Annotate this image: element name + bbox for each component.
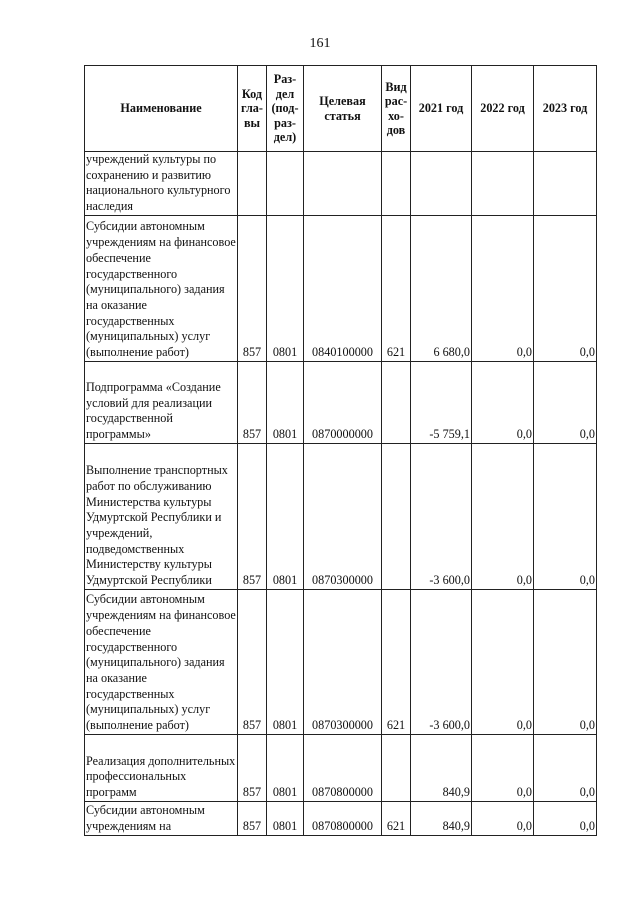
row-2022: [472, 152, 534, 216]
row-section: [267, 152, 304, 216]
row-2021: -5 759,1: [411, 361, 472, 443]
row-section: 0801: [267, 215, 304, 361]
row-2023: 0,0: [534, 443, 597, 589]
row-name: Подпрограмма «Создание условий для реализации государственной программы»: [85, 361, 238, 443]
header-2021: 2021 год: [411, 66, 472, 152]
row-2023: 0,0: [534, 361, 597, 443]
row-section: 0801: [267, 443, 304, 589]
row-2021: -3 600,0: [411, 443, 472, 589]
row-target: 0840100000: [304, 215, 382, 361]
row-2023: [534, 152, 597, 216]
row-2021: 840,9: [411, 801, 472, 835]
row-target: [304, 152, 382, 216]
row-2023: 0,0: [534, 589, 597, 734]
row-name: Реализация дополнительных профессиональных программ: [85, 734, 238, 801]
row-2022: 0,0: [472, 361, 534, 443]
table-row: [85, 801, 597, 835]
row-code: 857: [238, 734, 267, 801]
row-2022: 0,0: [472, 589, 534, 734]
row-code: 857: [238, 361, 267, 443]
row-section: 0801: [267, 589, 304, 734]
header-code-label: Код гла-вы: [241, 86, 263, 130]
header-section: [267, 66, 304, 152]
table-row: [85, 589, 597, 734]
row-2022: 0,0: [472, 801, 534, 835]
row-code: 857: [238, 589, 267, 734]
row-section: 0801: [267, 734, 304, 801]
row-2022: 0,0: [472, 443, 534, 589]
row-code: 857: [238, 801, 267, 835]
row-code: [238, 152, 267, 216]
row-code: 857: [238, 443, 267, 589]
header-2022: 2022 год: [472, 66, 534, 152]
budget-table: [84, 65, 597, 836]
row-target: 0870300000: [304, 589, 382, 734]
page-number: 161: [309, 36, 331, 51]
row-2023: 0,0: [534, 215, 597, 361]
header-expense-label: Вид рас-хо-дов: [384, 79, 408, 137]
row-2021: 6 680,0: [411, 215, 472, 361]
row-target: 0870800000: [304, 801, 382, 835]
row-section: 0801: [267, 801, 304, 835]
table-row: [85, 443, 597, 589]
row-2021: -3 600,0: [411, 589, 472, 734]
table-row: [85, 734, 597, 801]
row-target: 0870000000: [304, 361, 382, 443]
row-target: 0870300000: [304, 443, 382, 589]
row-section: 0801: [267, 361, 304, 443]
table-body: [85, 152, 597, 836]
row-expense: 621: [382, 801, 411, 835]
row-2021: 840,9: [411, 734, 472, 801]
table-header: [85, 66, 597, 152]
row-expense: [382, 152, 411, 216]
row-2023: 0,0: [534, 801, 597, 835]
header-target: Целевая статья: [304, 66, 382, 152]
row-expense: 621: [382, 215, 411, 361]
row-2022: 0,0: [472, 215, 534, 361]
row-name: Субсидии автономным учреждениям на: [85, 801, 238, 835]
row-code: 857: [238, 215, 267, 361]
table-row: [85, 215, 597, 361]
header-expense: [382, 66, 411, 152]
row-2021: [411, 152, 472, 216]
row-expense: [382, 361, 411, 443]
header-code: [238, 66, 267, 152]
header-name: Наименование: [85, 66, 238, 152]
row-2023: 0,0: [534, 734, 597, 801]
header-2023: 2023 год: [534, 66, 597, 152]
row-expense: [382, 734, 411, 801]
row-target: 0870800000: [304, 734, 382, 801]
header-section-label: Раз-дел (под-раз-дел): [271, 72, 299, 145]
row-name: Выполнение транспортных работ по обслуживанию Министерства культуры Удмуртской Республики и учреждений, подведомственных Министерству культуры Удмуртской Республики: [85, 443, 238, 589]
row-expense: [382, 443, 411, 589]
row-2022: 0,0: [472, 734, 534, 801]
row-name: учреждений культуры по сохранению и развитию национального культурного наследия: [85, 152, 238, 216]
table-row: [85, 361, 597, 443]
row-name: Субсидии автономным учреждениям на финансовое обеспечение государственного (муниципального) задания на оказание государственных (муниципальных) услуг (выполнение работ): [85, 589, 238, 734]
row-expense: 621: [382, 589, 411, 734]
table-row: [85, 152, 597, 216]
row-name: Субсидии автономным учреждениям на финансовое обеспечение государственного (муниципального) задания на оказание государственных (муниципальных) услуг (выполнение работ): [85, 215, 238, 361]
